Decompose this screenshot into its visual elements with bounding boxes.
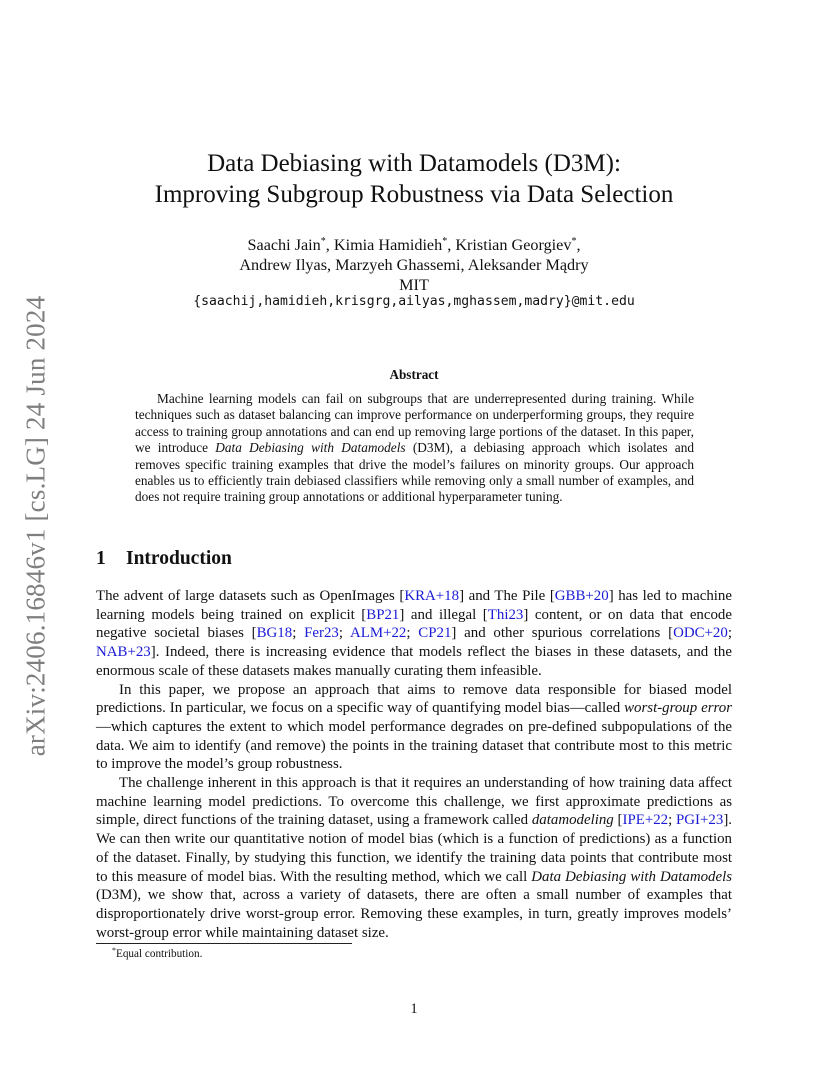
citation-link[interactable]: CP21 bbox=[418, 625, 452, 642]
author-emails: {saachij,hamidieh,krisgrg,ailyas,mghassem,madry}@mit.edu bbox=[193, 294, 635, 309]
term-emphasis: worst-group error bbox=[624, 700, 732, 717]
author-name: Saachi Jain bbox=[247, 236, 321, 254]
equal-contribution-mark: * bbox=[442, 236, 448, 247]
paper-title bbox=[96, 148, 732, 210]
abstract-text: Machine learning models can fail on subgroups that are underrepresented during training. While techniques such as dataset balancing can improve performance on underperforming groups, they require access to training group annotations and can end up removing large portions of the dataset. In this paper, we introduce bbox=[135, 391, 694, 456]
citation-link[interactable]: NAB+23 bbox=[96, 644, 151, 661]
citation-link[interactable]: BP21 bbox=[366, 606, 400, 623]
footnote-divider bbox=[96, 943, 352, 944]
author-line-1: Saachi Jain*, Kimia Hamidieh*, Kristian Georgiev*, bbox=[247, 236, 581, 254]
arxiv-identifier-stamp: arXiv:2406.16846v1 [cs.LG] 24 Jun 2024 bbox=[20, 295, 51, 757]
citation-link[interactable]: Thi23 bbox=[487, 606, 524, 623]
term-emphasis: datamodeling bbox=[531, 812, 614, 829]
footnote bbox=[112, 947, 202, 961]
author-name: Kristian Georgiev bbox=[455, 236, 572, 254]
abstract-heading: Abstract bbox=[389, 367, 439, 382]
paragraph-3: The challenge inherent in this approach is that it requires an understanding of how training data affect machine learning model predictions. To overcome this challenge, we first approximate predictions as simple, direct functions of the training dataset, using a framework called datamodeling [IPE+22; PGI+23]. We can then write our quantitative notion of model bias (which is a function of predictions) as a function of the dataset. Finally, by studying this function, we identify the training data points that contribute most to this measure of model bias. With the resulting method, which we call Data Debiasing with Datamodels (D3M), we show that, across a variety of datasets, there are often a small number of examples that disproportionately drive worst-group error. Removing these examples, in turn, greatly improves models’ worst-group error while maintaining dataset size. bbox=[96, 775, 733, 941]
introduction-body bbox=[96, 587, 732, 942]
citation-link[interactable]: PGI+23 bbox=[676, 812, 724, 829]
equal-contribution-mark: * bbox=[320, 236, 326, 247]
author-name: Kimia Hamidieh bbox=[333, 236, 443, 254]
section-number: 1 bbox=[96, 548, 106, 569]
paragraph-2: In this paper, we propose an approach that aims to remove data responsible for biased model predictions. In particular, we focus on a specific way of quantifying model bias—called worst-group error—which captures the extent to which model performance degrades on pre-defined subpopulations of the data. We aim to identify (and remove) the points in the training dataset that contribute most to this metric to improve the model’s group robustness. bbox=[96, 681, 732, 773]
title-line-1: Data Debiasing with Datamodels (D3M): bbox=[207, 150, 621, 177]
citation-link[interactable]: Fer23 bbox=[304, 625, 339, 642]
citation-link[interactable]: ALM+22 bbox=[349, 625, 407, 642]
title-line-2: Improving Subgroup Robustness via Data Selection bbox=[154, 181, 674, 208]
method-name-emphasis: Data Debiasing with Datamodels bbox=[215, 440, 406, 456]
citation-link[interactable]: KRA+18 bbox=[404, 588, 460, 604]
citation-link[interactable]: GBB+20 bbox=[554, 588, 609, 604]
equal-contribution-mark: * bbox=[571, 236, 577, 247]
affiliation: MIT bbox=[399, 276, 429, 294]
method-name-emphasis: Data Debiasing with Datamodels bbox=[531, 868, 733, 885]
abstract-text: (D3M), a debiasing approach which isolates and removes specific training examples that drive the model’s failures on minority groups. Our approach enables us to efficiently train debiased classifiers while removing only a small number of examples, and does not require training group annotations or additional hyperparameter tuning. bbox=[135, 440, 694, 505]
paragraph-1: The advent of large datasets such as OpenImages [KRA+18] and The Pile [GBB+20] has led to machine learning models being trained on explicit [BP21] and illegal [Thi23] content, or on data that encode negative societal biases [BG18; Fer23; ALM+22; CP21] and other spurious correlations [ODC+20; NAB+23]. Indeed, there is increasing evidence that models reflect the biases in these datasets, and the enormous scale of these datasets makes manually curating them infeasible. bbox=[96, 588, 732, 679]
author-line-2: Andrew Ilyas, Marzyeh Ghassemi, Aleksander Mądry bbox=[239, 256, 589, 274]
citation-link[interactable]: BG18 bbox=[256, 625, 293, 642]
page-number: 1 bbox=[410, 1001, 418, 1017]
abstract-body bbox=[135, 391, 694, 506]
footnote-text: Equal contribution. bbox=[116, 948, 203, 960]
citation-link[interactable]: ODC+20 bbox=[673, 625, 728, 642]
citation-link[interactable]: IPE+22 bbox=[622, 812, 669, 829]
author-block bbox=[96, 235, 732, 295]
section-heading-introduction bbox=[96, 548, 232, 570]
section-title: Introduction bbox=[126, 548, 232, 569]
footnote-mark: * bbox=[112, 946, 116, 955]
